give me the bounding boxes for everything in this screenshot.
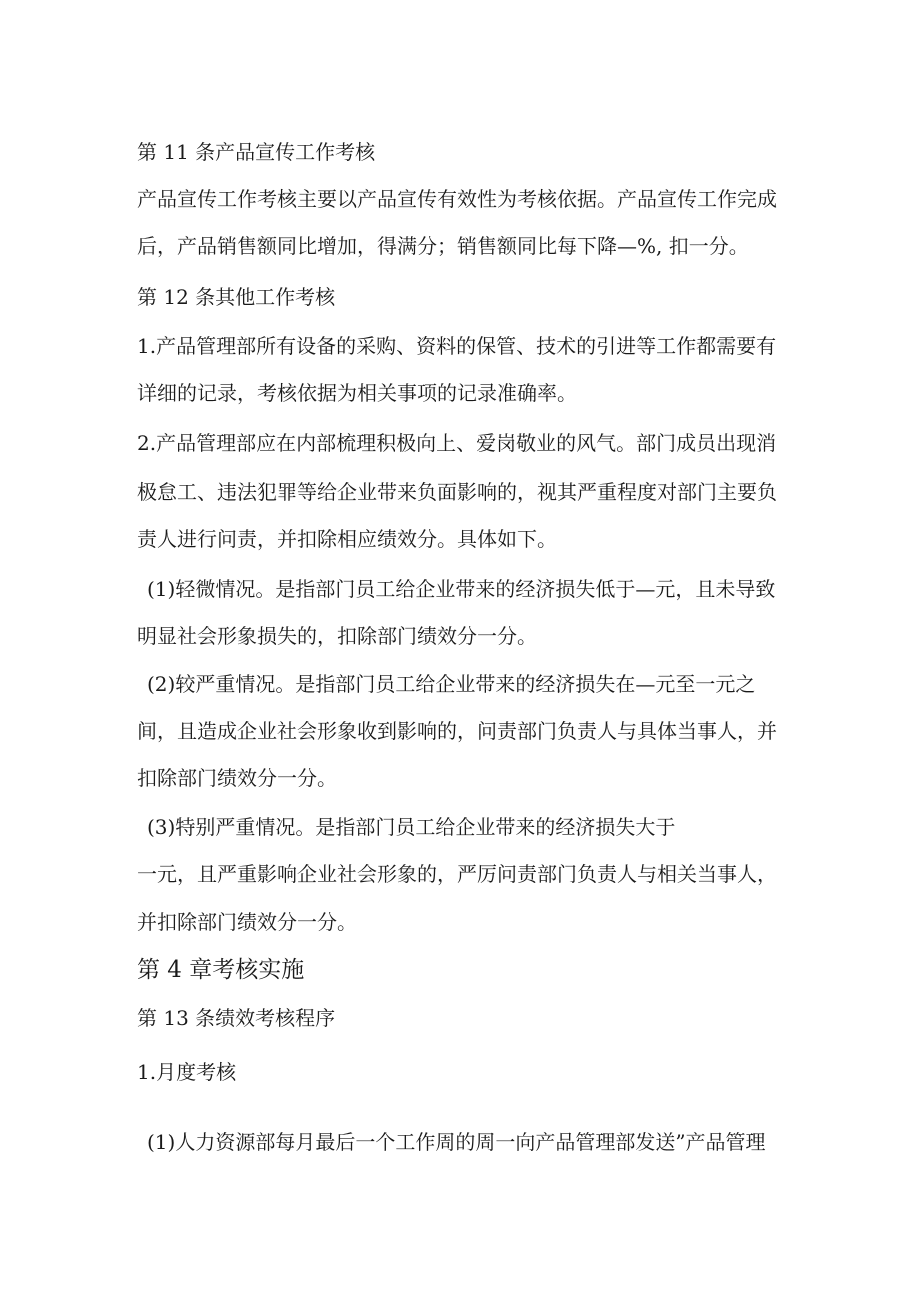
list-item-line: (1)轻微情况。是指部门员工给企业带来的经济损失低于—元，且未导致 xyxy=(147,577,776,601)
paragraph-line: 2.产品管理部应在内部梳理积极向上、爱岗敬业的风气。部门成员出现消 xyxy=(137,431,777,455)
subsection-heading: 1.月度考核 xyxy=(137,1060,237,1084)
paragraph-line: 明显社会形象损失的，扣除部门绩效分一分。 xyxy=(137,624,537,648)
list-item-line: (2)较严重情况。是指部门员工给企业带来的经济损失在—元至一元之 xyxy=(147,672,756,696)
paragraph-line: 一元，且严重影响企业社会形象的，严厉问责部门负责人与相关当事人， xyxy=(137,862,777,886)
paragraph-line: 极怠工、违法犯罪等给企业带来负面影响的，视其严重程度对部门主要负 xyxy=(137,480,777,504)
paragraph-line: 扣除部门绩效分一分。 xyxy=(137,766,337,790)
chapter-4-heading: 第 4 章考核实施 xyxy=(137,957,305,983)
paragraph-line: 产品宣传工作考核主要以产品宣传有效性为考核依据。产品宣传工作完成 xyxy=(137,187,777,211)
paragraph-line: 间，且造成企业社会形象收到影响的，问责部门负责人与具体当事人，并 xyxy=(137,719,777,743)
list-item-line: (3)特别严重情况。是指部门员工给企业带来的经济损失大于 xyxy=(147,815,676,839)
list-item-line: (1)人力资源部每月最后一个工作周的周一向产品管理部发送”产品管理 xyxy=(147,1130,766,1154)
paragraph-line: 并扣除部门绩效分一分。 xyxy=(137,910,357,934)
article-12-heading: 第 12 条其他工作考核 xyxy=(137,285,336,309)
paragraph-line: 责人进行问责，并扣除相应绩效分。具体如下。 xyxy=(137,527,557,551)
paragraph-line: 详细的记录，考核依据为相关事项的记录准确率。 xyxy=(137,381,577,405)
paragraph-line: 后，产品销售额同比增加，得满分；销售额同比每下降—%, 扣一分。 xyxy=(137,234,749,258)
article-11-heading: 第 11 条产品宣传工作考核 xyxy=(137,140,376,164)
paragraph-line: 1.产品管理部所有设备的采购、资料的保管、技术的引进等工作都需要有 xyxy=(137,334,777,358)
article-13-heading: 第 13 条绩效考核程序 xyxy=(137,1006,336,1030)
